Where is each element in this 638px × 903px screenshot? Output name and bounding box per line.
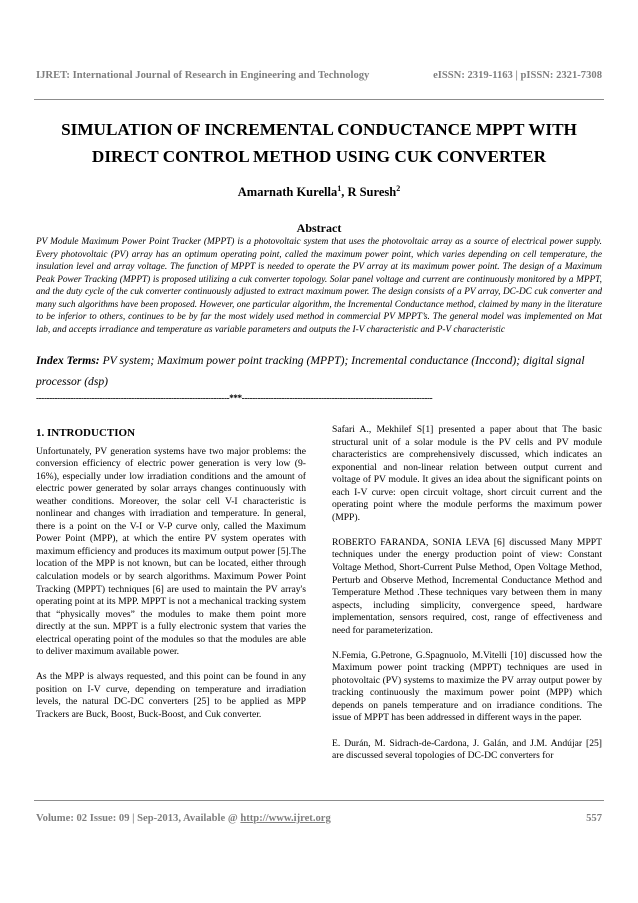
paragraph: As the MPP is always requested, and this point can be found in any position on I-V curve, depending on temperature and irradiation levels, the natural DC-DC converters [25] to be applied as MPP Trackers are Buck, Boost, Buck-Boost, and Cuk converter.	[36, 671, 306, 720]
author-line	[30, 184, 608, 200]
paragraph: E. Durán, M. Sidrach-de-Cardona, J. Galán, and J.M. Andújar [25] are discussed several topologies of DC-DC converters for	[332, 737, 602, 762]
author-1-affiliation: 1	[337, 184, 342, 193]
volume-info	[36, 813, 331, 824]
section-heading-introduction: 1. INTRODUCTION	[36, 427, 136, 439]
index-terms-text: PV system; Maximum power point tracking (MPPT); Incremental conductance (Inccond); digital signal processor (dsp)	[36, 354, 585, 388]
author-2: R Suresh	[347, 185, 397, 200]
paper-title-line-1: SIMULATION OF INCREMENTAL CONDUCTANCE MPPT WITH	[61, 120, 577, 139]
paper-title-line-2: DIRECT CONTROL METHOD USING CUK CONVERTER	[91, 147, 547, 166]
page-number: 557	[586, 813, 602, 824]
right-column	[332, 424, 602, 775]
issn-info: eISSN: 2319-1163 | pISSN: 2321-7308	[433, 70, 602, 81]
index-terms	[36, 351, 602, 392]
abstract-text: PV Module Maximum Power Point Tracker (MPPT) is a photovoltaic system that uses the photovoltaic array as a source of electrical power supply. Every photovoltaic (PV) array has an optimum operating point, called the maximum power point, which varies depending on cell temperature, the insulation level and array voltage. The function of MPPT is needed to operate the PV array at its maximum power point. The design of a Maximum Peak Power Tracking (MPPT) is proposed utilizing a cuk converter topology. Solar panel voltage and current are continuously monitored by a MPPT, and the duty cycle of the cuk converter continuously adjusted to extract maximum power. The design consists of a PV array, DC-DC cuk converter and many such algorithms have been proposed. However, one particular algorithm, the Incremental Conductance method, claimed by many in the literature to be inferior to others, continues to be by far the most widely used method in commercial PV MPPT’s. The general model was implemented on Mat lab, and accepts irradiance and temperature as variable parameters and outputs the I-V characteristic and P-V characteristic	[36, 237, 602, 335]
paragraph: Safari A., Mekhilef S[1] presented a paper about that The basic structural unit of a solar module is the PV cells and PV module characteristics are comprehensively discussed, which indicates an exponential and non-linear relation between output current and voltage of PV module. It gives an idea about the significant points on each I-V curve: open circuit voltage, short circuit current and the operating point where the module performs the maximum power (MPP).	[332, 424, 602, 523]
author-1: Amarnath Kurella	[237, 185, 338, 200]
paragraph: ROBERTO FARANDA, SONIA LEVA [6] discussed Many MPPT techniques under the energy production point of view: Constant Voltage Method, Short-Current Pulse Method, Open Voltage Method, Perturb and Observe Method, Incremental Conductance Method and Temperature Method .These techniques vary between them in many aspects, including simplicity, convergence speed, hardware implementation, sensors required, cost, range of effectiveness and need for parameterization.	[332, 536, 602, 636]
footer-rule	[34, 800, 604, 801]
header-rule	[34, 99, 604, 100]
paragraph: N.Femia, G.Petrone, G.Spagnuolo, M.Vitelli [10] discussed how the Maximum power point tracking (MPPT) techniques are used in photovoltaic (PV) systems to maximize the PV array output power by tracking continuously the maximum power point (MPP) which depends on panels temperature and on irradiance conditions. The issue of MPPT has been addressed in different ways in the paper.	[332, 649, 602, 724]
journal-url-link[interactable]: http://www.ijret.org	[240, 813, 331, 824]
section-separator: -------------------------------------------------------------------------***------------------------------------------------------------------------	[36, 393, 433, 403]
abstract-heading: Abstract	[296, 221, 342, 235]
left-column	[36, 424, 306, 734]
paragraph: Unfortunately, PV generation systems have two major problems: the conversion efficiency of electric power generation is very low (9-16%), especially under low irradiation conditions and the amount of electric power generated by solar arrays changes continuously with weather conditions. Moreover, the solar cell V-I characteristic is nonlinear and changes with irradiation and temperature. In general, there is a point on the V-I or V-P curve only, called the Maximum Power Point (MPP), at which the entire PV system operates with maximum efficiency and produces its maximum output power [5].The location of the MPP is not known, but can be located, either through calculation models or by search algorithms. Maximum Power Point Tracking (MPPT) techniques [6] are used to maintain the PV array's operating point at its MPP. MPPT is not a mechanical tracking system that “physically moves” the modules to make them point more directly at the sun. MPPT is a fully electronic system that varies the electrical operating point of the modules so that the modules are able to deliver maximum available power.	[36, 445, 306, 658]
journal-name: IJRET: International Journal of Research in Engineering and Technology	[36, 70, 370, 81]
author-separator: ,	[341, 185, 348, 200]
index-terms-label: Index Terms:	[36, 354, 100, 367]
author-2-affiliation: 2	[396, 184, 401, 193]
volume-text: Volume: 02 Issue: 09 | Sep-2013, Available @	[36, 813, 241, 824]
